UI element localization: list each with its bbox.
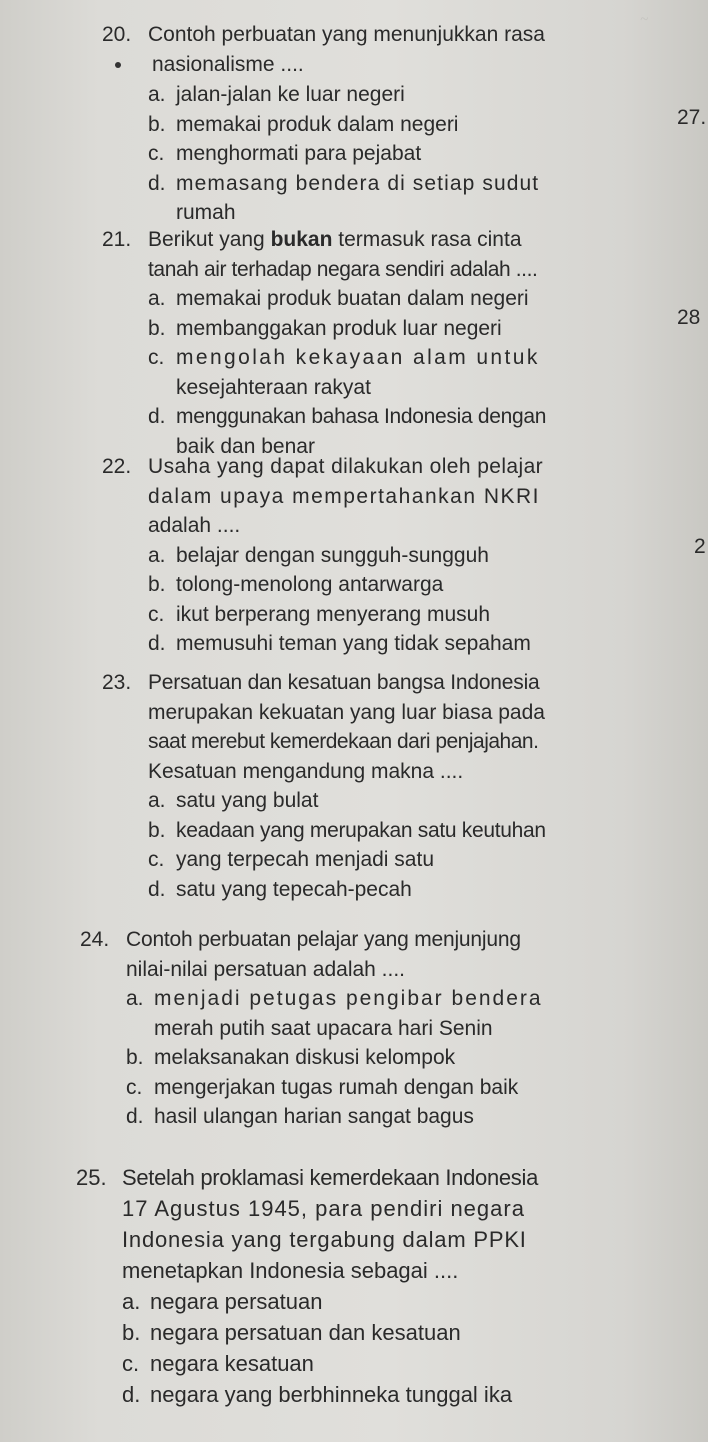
question-24 [80,925,620,1132]
option-d: d. memasang bendera di setiap sudut rumah [148,171,540,224]
side-number-27: 27. [677,106,707,129]
question-22 [102,452,612,659]
question-number: 23. [102,671,132,694]
option-a: a. belajar dengan sungguh-sungguh [148,543,489,567]
option-b: b. keadaan yang merupakan satu keutuhan [148,818,546,842]
option-d: d. hasil ulangan harian sangat bagus [126,1105,474,1128]
show-through-text: ~ [640,12,649,28]
option-c: c. menghormati para pejabat [148,142,422,165]
option-c: c. ikut berperang menyerang musuh [148,602,491,626]
option-a: a. negara persatuan [122,1289,323,1314]
question-line: menetapkan Indonesia sebagai .... [122,1258,459,1283]
question-25 [76,1162,626,1410]
option-c: c. mengolah kekayaan alam untuk kesejahteraan rakyat [148,346,540,399]
question-number: 21. [102,228,132,251]
question-line: dalam upaya mempertahankan NKRI [148,484,541,508]
option-a: a. jalan-jalan ke luar negeri [148,83,405,106]
option-c: c. yang terpecah menjadi satu [148,848,434,871]
option-d: d. memusuhi teman yang tidak sepaham [148,632,531,655]
option-b: b. tolong-menolong antarwarga [148,573,444,596]
option-b: b. melaksanakan diskusi kelompok [126,1046,456,1069]
option-b: b. memakai produk dalam negeri [148,112,459,136]
side-number-29: 2 [694,535,706,558]
question-line: tanah air terhadap negara sendiri adalah .... [148,257,538,281]
option-c: c. negara kesatuan [122,1351,314,1376]
question-line: nilai-nilai persatuan adalah .... [126,957,406,981]
question-line: merupakan kekuatan yang luar biasa pada [148,700,545,724]
question-line: Kesatuan mengandung makna .... [148,759,464,783]
question-line: Indonesia yang tergabung dalam PPKI [122,1227,527,1252]
question-number: 25. [76,1165,107,1190]
question-line: Contoh perbuatan pelajar yang menjunjung [126,928,521,951]
question-line: adalah .... [148,514,241,537]
question-number: 20. [102,23,132,46]
question-line: Usaha yang dapat dilakukan oleh pelajar [148,455,544,478]
question-line: nasionalisme .... [152,52,304,76]
question-number: 24. [80,928,110,951]
option-d: d. menggunakan bahasa Indonesia dengan baik dan benar [148,405,547,458]
option-d: d. negara yang berbhinneka tunggal ika [122,1382,513,1407]
question-21 [102,225,612,461]
option-a: a. menjadi petugas pengibar bendera merah putih saat upacara hari Senin [126,987,543,1040]
question-23 [102,668,612,904]
question-20 [102,20,612,228]
question-line: Persatuan dan kesatuan bangsa Indonesia [148,671,540,694]
question-line: 17 Agustus 1945, para pendiri negara [122,1196,525,1221]
question-number: 22. [102,455,132,478]
option-b: b. negara persatuan dan kesatuan [122,1320,461,1345]
question-line: Setelah proklamasi kemerdekaan Indonesia [122,1165,539,1190]
question-line: Contoh perbuatan yang menunjukkan rasa [148,23,545,46]
option-a: a. memakai produk buatan dalam negeri [148,287,529,310]
emphasis-word: bukan [270,228,333,251]
option-c: c. mengerjakan tugas rumah dengan baik [126,1075,519,1099]
option-b: b. membanggakan produk luar negeri [148,316,502,340]
option-d: d. satu yang tepecah-pecah [148,877,412,901]
option-a: a. satu yang bulat [148,789,319,812]
question-line: Berikut yang bukan termasuk rasa cinta [148,228,522,251]
side-number-28: 28 [677,306,701,329]
question-line: saat merebut kemerdekaan dari penjajahan. [148,730,539,753]
